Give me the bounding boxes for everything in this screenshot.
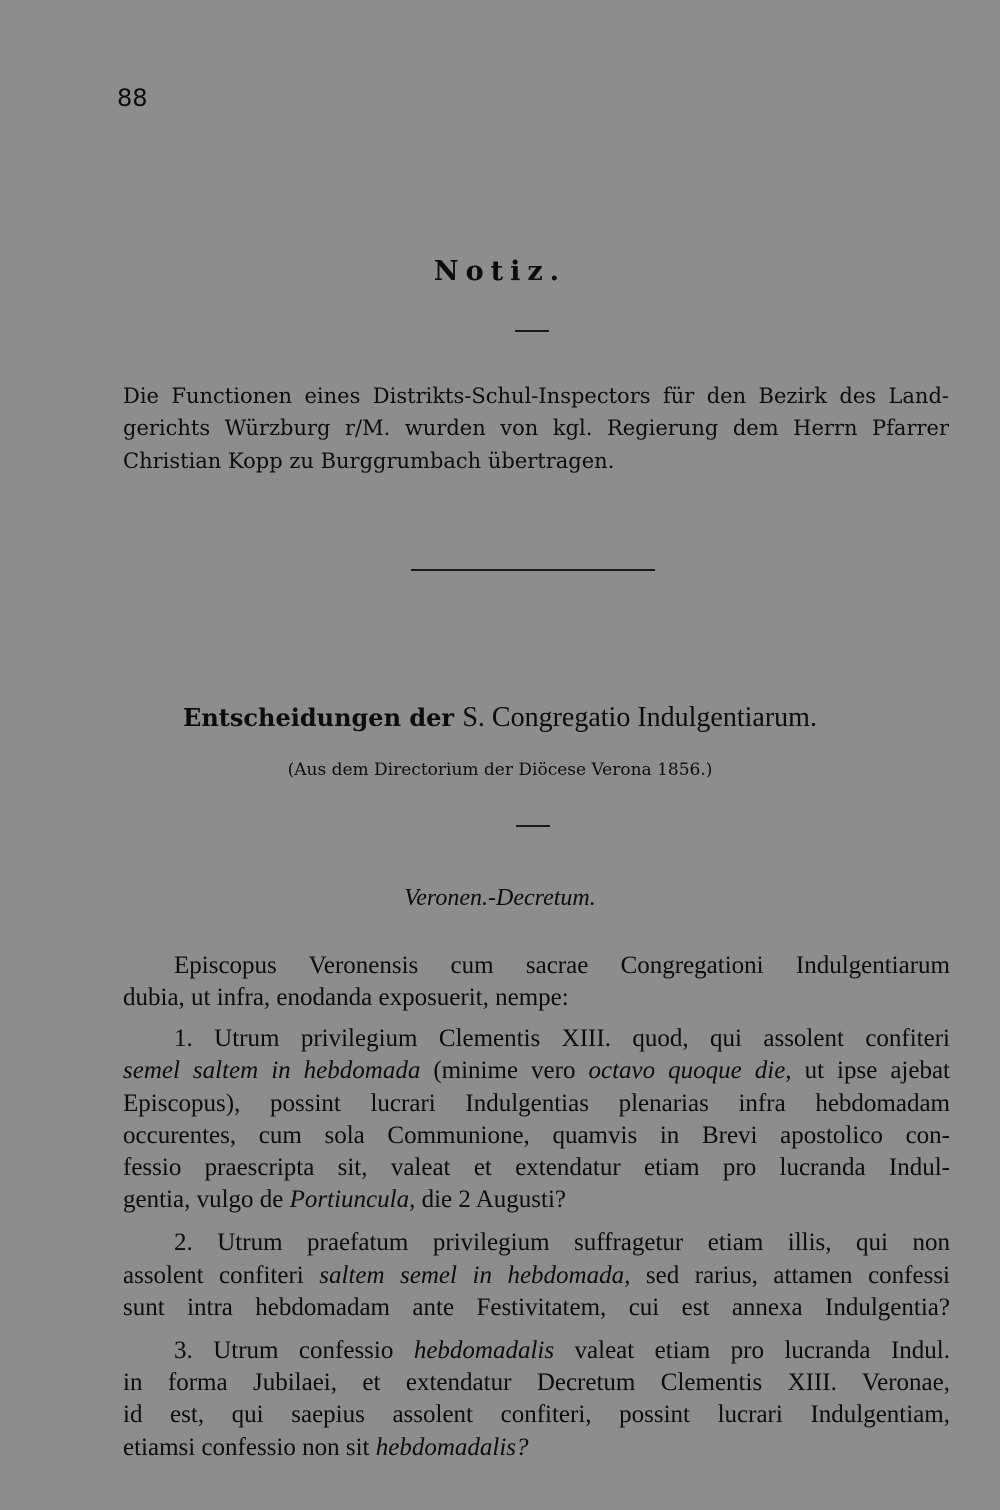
emphasis: hebdomadalis? [375, 1434, 529, 1461]
text-line [174, 1335, 950, 1366]
section-heading-fraktur: Entscheidungen der [183, 703, 455, 732]
text-span: 3. Utrum confessio [174, 1337, 414, 1364]
emphasis: Portiuncula, [289, 1186, 416, 1213]
notiz-line: Christian Kopp zu Burggrumbach übertragen. [123, 449, 615, 473]
text-line: Episcopus Veronensis cum sacrae Congregationi Indulgentiarum [174, 952, 950, 979]
decretum-title: Veronen.-Decretum. [404, 885, 596, 911]
text-span: die 2 Augusti? [415, 1186, 567, 1213]
divider [411, 569, 655, 571]
page-number: 88 [117, 84, 148, 112]
divider [516, 825, 550, 827]
text-line [123, 1432, 950, 1463]
section-heading [0, 702, 1000, 734]
emphasis: semel saltem in hebdomada [123, 1057, 421, 1084]
text-line: Episcopus), possint lucrari Indulgentias plenarias infra hebdomadam [123, 1090, 950, 1117]
text-span: etiamsi confessio non sit [123, 1434, 376, 1461]
text-line: id est, qui saepius assolent confiteri, possint lucrari Indulgentiam, [123, 1401, 950, 1428]
text-line [123, 1184, 950, 1215]
emphasis: saltem semel in hebdomada, [319, 1262, 631, 1289]
text-line: occurentes, cum sola Communione, quamvis in Brevi apostolico con- [123, 1122, 950, 1149]
text-line [123, 1055, 950, 1086]
notiz-line: gerichts Würzburg r/M. wurden von kgl. Regierung dem Herrn Pfarrer [123, 416, 949, 440]
text-line: sunt intra hebdomadam ante Festivitatem, cui est annexa Indulgentia? [123, 1294, 950, 1321]
text-line: fessio praescripta sit, valeat et extendatur etiam pro lucranda Indul- [123, 1154, 950, 1181]
text-line: in forma Jubilaei, et extendatur Decretum Clementis XIII. Veronae, [123, 1369, 950, 1396]
text-span: ut ipse ajebat [791, 1057, 950, 1084]
section-heading-latin: S. Congregatio Indulgentiarum. [462, 702, 817, 733]
text-span: (minime vero [420, 1057, 589, 1084]
notiz-title: Notiz. [433, 256, 567, 287]
text-line [123, 1260, 950, 1291]
source-line: (Aus dem Directorium der Diöcese Verona 1856.) [287, 760, 713, 780]
divider [515, 330, 549, 332]
emphasis: hebdomadalis [413, 1337, 555, 1364]
text-span: gentia, vulgo de [123, 1186, 290, 1213]
notiz-line: Die Functionen eines Distrikts-Schul-Inspectors für den Bezirk des Land- [123, 384, 949, 408]
text-line: dubia, ut infra, enodanda exposuerit, nempe: [123, 984, 569, 1011]
text-line: 2. Utrum praefatum privilegium suffragetur etiam illis, qui non [174, 1229, 950, 1256]
text-span: sed rarius, attamen confessi [630, 1262, 950, 1289]
text-line: 1. Utrum privilegium Clementis XIII. quod, qui assolent confiteri [174, 1025, 950, 1052]
emphasis: octavo quoque die, [588, 1057, 792, 1084]
text-span: assolent confiteri [123, 1262, 320, 1289]
text-span: valeat etiam pro lucranda Indul. [554, 1337, 950, 1364]
